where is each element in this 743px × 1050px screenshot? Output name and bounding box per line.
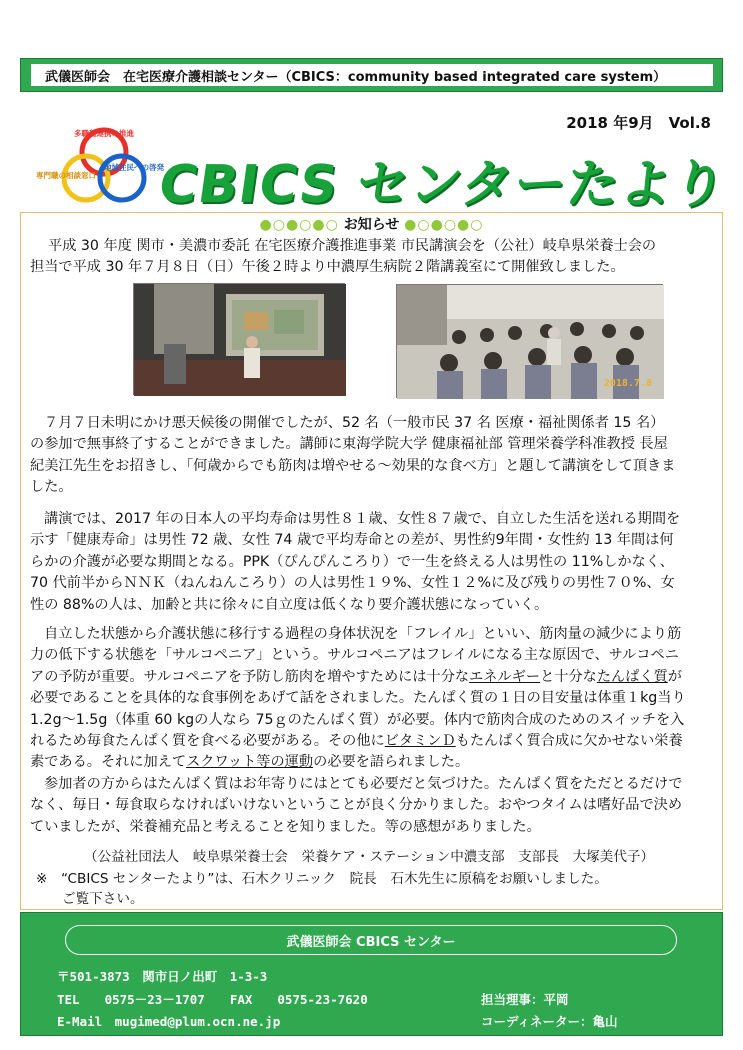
body-line: 1.2g～1.5g（体重 60 kgの人なら 75ｇのたんぱく質）が必要。体内で筋肉合成のためのスイッチを入	[30, 711, 685, 728]
body-line: らかの介護が必要な期間となる。PPK（ぴんぴんころり）で一生を終える人は男性の 11%しかなく、	[30, 553, 674, 570]
body-line	[30, 731, 720, 752]
underlined-term: エネルギー	[469, 668, 541, 685]
footer-email[interactable]: E-Mail mugimed@plum.ocn.ne.jp	[57, 1014, 281, 1029]
logo-label-left: 専門職の相談窓口	[36, 171, 96, 180]
body-text: アの予防が重要。サルコペニアを予防し筋肉を増やすためには十分な	[30, 668, 470, 685]
body-line: ７月７日未明にかけ悪天候後の開催でしたが、52 名（一般市民 37 名 医療・福祉関係者 15 名）	[44, 415, 665, 431]
body-line: 示す「健康寿命」は男性 72 歳、女性 74 歳で平均寿命との差が、男性約9年間・女性約 13 年間は何	[30, 532, 674, 549]
body-text: 素である。それに加えて	[30, 754, 187, 771]
intro-line: 担当で平成 30 年７月８日（日）午後２時より中濃厚生病院２階講義室にて開催致しました。	[30, 259, 625, 276]
photo-date-stamp: 2018.7.8	[603, 378, 652, 389]
underlined-term: ビタミンＤ	[384, 733, 456, 750]
lecture-photo-left	[133, 283, 345, 395]
top-banner-text: 武儀医師会 在宅医療介護相談センター（CBICS：community based integrated care system）	[31, 64, 713, 86]
body-text: もたんぱく質合成に欠かせない栄養	[455, 733, 683, 750]
body-line: 参加者の方からはたんぱく質はお年寄りにはとても必要だと気づけた。たんぱく質をただとるだけで	[44, 776, 683, 792]
issue-date: 2018 年9月 Vol.8	[566, 114, 711, 132]
body-paragraph-3	[30, 624, 720, 774]
body-line: なく、毎日・毎食取らなければいけないということが良く分かりました。おやつタイムは嗜好品で決め	[30, 797, 683, 814]
lecture-photo-right	[396, 284, 663, 398]
footer-director: 担当理事：平岡	[481, 992, 569, 1007]
body-paragraph-1	[30, 413, 720, 499]
logo-label-right: 地域住民への啓発	[104, 163, 164, 172]
body-line: の参加で無事終了することができました。講師に東海学院大学 健康福祉部 管理栄養学科准教授 長屋	[30, 436, 668, 453]
body-line	[30, 667, 720, 688]
notice-heading	[0, 214, 743, 234]
body-text: が	[667, 668, 682, 685]
author-signature: （公益社団法人 岐阜県栄養士会 栄養ケア・ステーション中濃支部 支部長 大塚美代子）	[84, 849, 655, 865]
underlined-term: たんぱく質	[596, 668, 668, 685]
underlined-term: スクワット等の運動	[186, 754, 314, 771]
body-line: した。	[30, 479, 73, 496]
logo-label-top: 多職種連携の推進	[74, 129, 134, 138]
footer-phone-fax: TEL 0575－23－1707 FAX 0575-23-7620	[57, 992, 368, 1007]
body-paragraph-4	[30, 774, 720, 838]
body-text: れるため毎食たんぱく質を食べる必要がある。その他に	[30, 733, 385, 750]
footer-address: 〒501-3873 関市日ノ出町 1-3-3	[57, 969, 268, 984]
body-text: の必要を語られました。	[313, 754, 470, 771]
footer-center-name: 武儀医師会 CBICS センター	[65, 925, 677, 955]
body-line: 必要であることを具体的な食事例をあげて話をされました。たんぱく質の１日の目安量は体重１kg当り	[30, 690, 686, 707]
body-line: ていましたが、栄養補充品と考えることを知りました。等の感想がありました。	[30, 818, 541, 835]
decorative-dots-left: ●○●○●○	[259, 217, 339, 233]
top-banner	[20, 58, 723, 92]
body-line: 力の低下する状態を「サルコペニア」という。サルコペニアはフレイルになる主な原因で、サルコペニ	[30, 647, 679, 664]
intro-paragraph	[30, 236, 718, 279]
body-line: 性の 88%の人は、加齢と共に徐々に自立度は低くなり要介護状態になっていく。	[30, 596, 549, 613]
editor-note: ※ “CBICS センターたより”は、石木クリニック 院長 石木先生に原稿をお願いしました。	[36, 871, 608, 887]
editor-note-continued: ご覧下さい。	[62, 891, 144, 907]
body-line: 自立した状態から介護状態に移行する過程の身体状況を「フレイル」といい、筋肉量の減少により筋	[44, 626, 682, 642]
body-text: と十分な	[540, 668, 597, 685]
lecture-photo-left-image	[134, 284, 346, 396]
body-paragraph-2	[30, 509, 720, 616]
body-line	[30, 752, 720, 773]
body-line: 70 代前半からＮＮＫ（ねんねんころり）の人は男性１９%、女性１２%に及び残りの男性７０%、女	[30, 575, 675, 592]
cbics-logo	[36, 126, 164, 214]
decorative-dots-right: ●○●○●○	[404, 217, 484, 233]
intro-line: 平成 30 年度 関市・美濃市委託 在宅医療介護推進事業 市民講演会を（公社）岐阜県栄養士会の	[48, 238, 657, 254]
notice-title: お知らせ	[343, 217, 400, 233]
footer-coordinator: コーディネーター：亀山	[481, 1014, 618, 1029]
body-line: 紀美江先生をお招きし、「何歳からでも筋肉は増やせる～効果的な食べ方」と題して講演をして頂きま	[30, 457, 676, 474]
newsletter-title: CBICS センターたより	[155, 155, 731, 215]
footer-contact-box	[20, 912, 723, 1036]
body-line: 講演では、2017 年の日本人の平均寿命は男性８１歳、女性８７歳で、自立した生活を送れる期間を	[44, 511, 681, 527]
